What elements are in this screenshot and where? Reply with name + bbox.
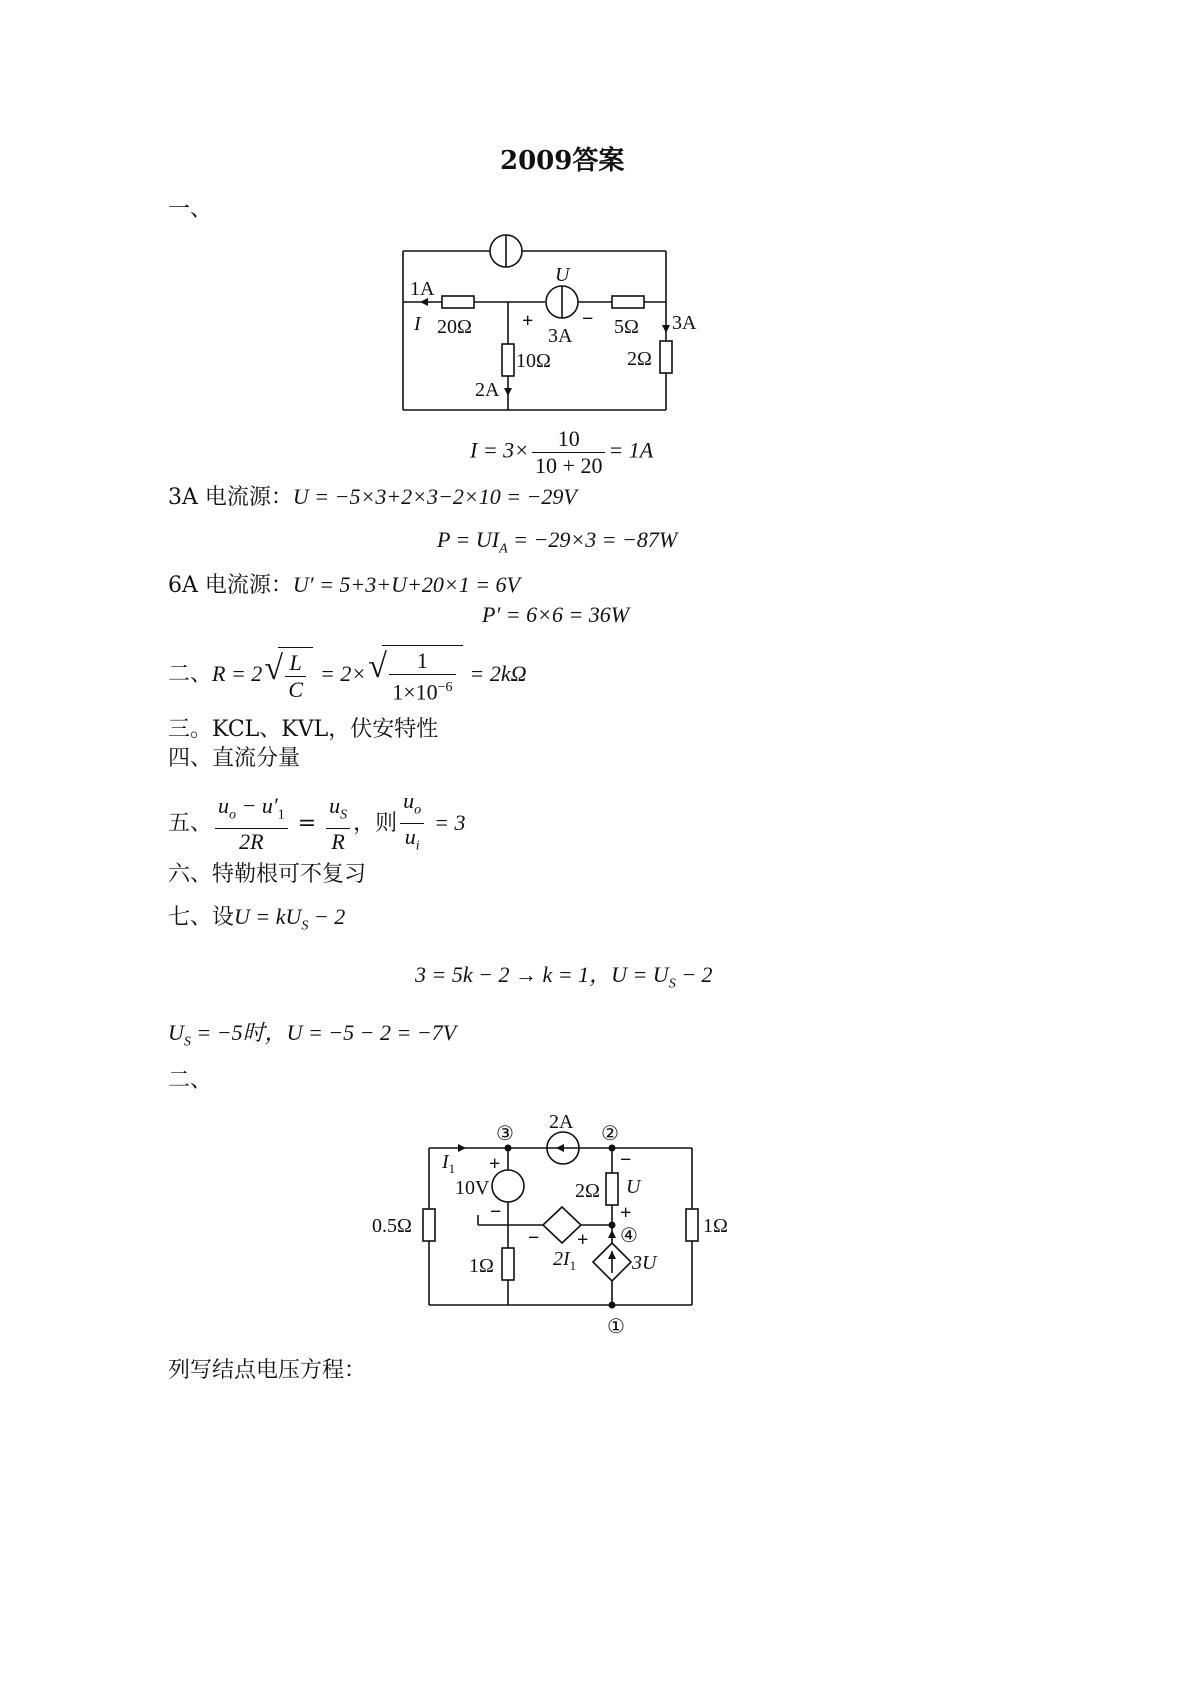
- section-4-text: 四、直流分量: [168, 746, 301, 771]
- label-plus-a: +: [489, 1153, 501, 1175]
- label-plus: +: [522, 310, 534, 332]
- label-2A: 2A: [475, 379, 500, 401]
- section-7-solution: 3 = 5k − 2 → k = 1，$U = U_S - 2$: [415, 962, 713, 992]
- label-I1: $I_1$: [442, 1151, 456, 1176]
- label-plus-c: +: [577, 1229, 589, 1251]
- label-r05: 0.5Ω: [372, 1215, 412, 1237]
- label-minus-b: −: [490, 1201, 502, 1223]
- section-6-text: 六、特勒根可不复习: [168, 862, 367, 887]
- equation-6A-source-voltage: 6A 电流源：U′ = 5+3+U+20×1 = 6V: [168, 572, 520, 598]
- section-5-formula: 五、 $\frac{u_o - u'_1}{2R}$ = $\frac{u_S}{R}$ ，则 $\frac{u_o}{u_i}$ = 3: [168, 788, 466, 855]
- section-3-text: 三。KCL、KVL，伏安特性: [168, 717, 439, 742]
- node-3-label: ③: [496, 1123, 514, 1145]
- circuit-diagram-1: [395, 232, 715, 422]
- node-2-label: ②: [601, 1123, 619, 1145]
- label-1A: 1A: [410, 278, 435, 300]
- label-I: I: [414, 313, 421, 335]
- node-1-label: ①: [607, 1316, 625, 1338]
- equation-6A-source-power: P′ = 6×6 = 36W: [482, 602, 630, 627]
- label-r2: 2Ω: [627, 348, 652, 370]
- page-title: 2009答案: [500, 146, 625, 176]
- node-4-label: ④: [620, 1225, 638, 1247]
- label-r2: 2Ω: [575, 1180, 600, 1202]
- label-r1-right: 1Ω: [703, 1215, 728, 1237]
- equation-3A-source-voltage: 3A 电流源：U = −5×3+2×3−2×10 = −29V: [168, 484, 577, 510]
- label-plus-b: +: [620, 1202, 632, 1224]
- footer-text: 列写结点电压方程：: [168, 1358, 367, 1383]
- section-7-setup: 七、设$U = kU_S - 2$: [168, 904, 346, 934]
- label-U: U: [626, 1176, 641, 1198]
- label-2A: 2A: [549, 1111, 574, 1133]
- label-3U: 3U: [632, 1252, 657, 1274]
- label-r5: 5Ω: [614, 316, 639, 338]
- section-8-label: 二、: [168, 1068, 213, 1093]
- label-3A-branch: 3A: [672, 312, 697, 334]
- label-minus-a: −: [620, 1149, 632, 1171]
- label-r10: 10Ω: [516, 350, 551, 372]
- equation-3A-source-power: $P = UI_A = -29\times 3 = -87W$: [437, 527, 678, 557]
- label-r20: 20Ω: [437, 316, 472, 338]
- circuit-diagram-2: [370, 1105, 740, 1340]
- label-3A-source: 3A: [548, 325, 573, 347]
- section-1-label: 一、: [168, 197, 213, 222]
- label-10V: 10V: [455, 1177, 490, 1199]
- label-minus-c: −: [528, 1227, 540, 1249]
- label-U: U: [555, 264, 570, 286]
- label-2I1: $2I_1$: [553, 1248, 577, 1273]
- section-7-result: $U_S = -5$时，U = −5 − 2 = −7V: [168, 1020, 457, 1050]
- section-2-formula: 二、R = 2 √ $\frac{L}{C}$ = 2× √ $\frac{1}{1\times 10^{-6}}$ = 2kΩ: [168, 645, 527, 705]
- label-minus: −: [582, 308, 594, 330]
- label-r1-left: 1Ω: [469, 1255, 494, 1277]
- equation-current-I: I = 3× $\frac{10}{10 + 20}$ = 1A: [470, 426, 654, 478]
